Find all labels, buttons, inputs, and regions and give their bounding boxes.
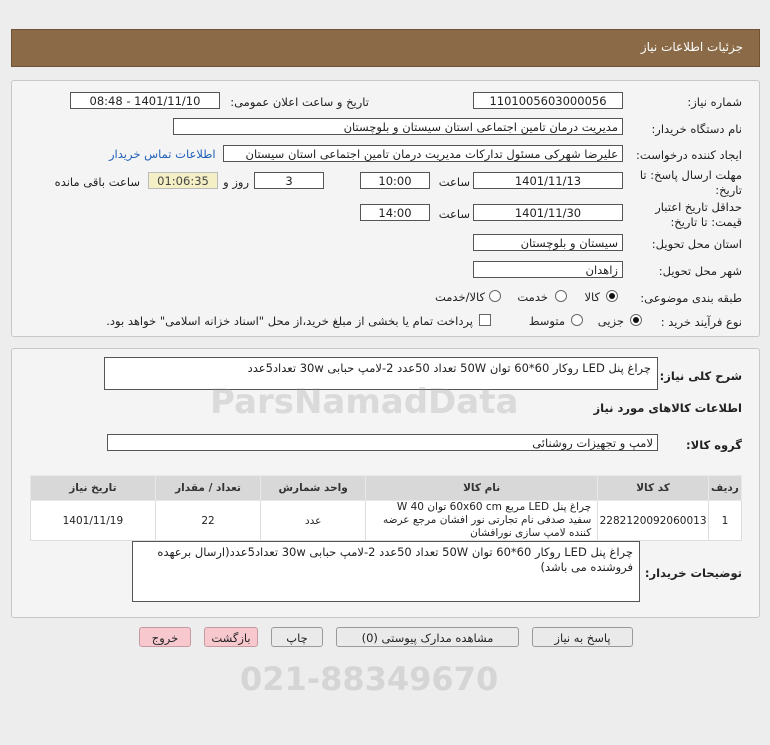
col-unit: واحد شمارش xyxy=(261,476,366,501)
items-table-header xyxy=(31,476,742,501)
watermark-brand: ParsNamadData xyxy=(210,382,519,422)
group-field: لامپ و تجهیزات روشنائی xyxy=(107,434,658,451)
page-title: جزئیات اطلاعات نیاز xyxy=(640,40,743,54)
validity-date-field: 1401/11/30 xyxy=(473,204,623,221)
items-title: اطلاعات کالاهای مورد نیاز xyxy=(593,401,742,415)
print-button[interactable]: چاپ xyxy=(271,627,323,647)
days-field: 3 xyxy=(254,172,324,189)
col-date: تاریخ نیاز xyxy=(31,476,156,501)
process-radio-minor[interactable] xyxy=(630,314,642,326)
treasury-checkbox[interactable] xyxy=(479,314,491,326)
deadline-label-line1: مهلت ارسال پاسخ: تا xyxy=(639,168,742,182)
category-option-goods-service: کالا/خدمت xyxy=(434,290,485,304)
page-header xyxy=(11,29,760,67)
category-option-goods: کالا xyxy=(584,290,600,304)
cell-code: 2282120092060013 xyxy=(598,501,709,541)
process-label: نوع فرآیند خرید : xyxy=(660,315,742,329)
group-label: گروه کالا: xyxy=(686,438,742,452)
col-row: ردیف xyxy=(708,476,741,501)
validity-time-label: ساعت xyxy=(438,207,470,221)
province-label: استان محل تحویل: xyxy=(651,237,742,251)
payment-note: پرداخت تمام یا بخشی از مبلغ خرید،از محل "اسناد خزانه اسلامی" خواهد بود. xyxy=(106,314,473,328)
announce-field: 1401/11/10 - 08:48 xyxy=(70,92,220,109)
contact-buyer-link[interactable]: اطلاعات تماس خریدار xyxy=(109,147,216,161)
validity-label-line1: حداقل تاریخ اعتبار xyxy=(655,200,742,214)
reply-button[interactable]: پاسخ به نیاز xyxy=(532,627,633,647)
deadline-time-label: ساعت xyxy=(438,175,470,189)
watermark-phone: 021-88349670 xyxy=(240,660,499,698)
col-qty: تعداد / مقدار xyxy=(155,476,261,501)
validity-time-field: 14:00 xyxy=(360,204,430,221)
summary-field: چراغ پنل LED روکار 60*60 توان 50W تعداد 50عدد 2-لامپ حبابی 30w تعداد5عدد xyxy=(104,357,658,390)
process-option-medium: متوسط xyxy=(528,314,565,328)
buyer-label: نام دستگاه خریدار: xyxy=(651,122,742,136)
col-name: نام کالا xyxy=(365,476,597,501)
cell-unit: عدد xyxy=(261,501,366,541)
category-radio-goods-service[interactable] xyxy=(489,290,501,302)
category-radio-service[interactable] xyxy=(555,290,567,302)
announce-label: تاریخ و ساعت اعلان عمومی: xyxy=(230,95,369,109)
items-table xyxy=(30,475,742,541)
creator-field: علیرضا شهرکی مسئول تدارکات مدیریت درمان تامین اجتماعی استان سیستان xyxy=(223,145,623,162)
cell-date: 1401/11/19 xyxy=(31,501,156,541)
days-label: روز و xyxy=(223,175,249,189)
deadline-time-field: 10:00 xyxy=(360,172,430,189)
exit-button[interactable]: خروج xyxy=(139,627,191,647)
deadline-date-field: 1401/11/13 xyxy=(473,172,623,189)
cell-row: 1 xyxy=(708,501,741,541)
remaining-label: ساعت باقی مانده xyxy=(54,175,140,189)
col-code: کد کالا xyxy=(598,476,709,501)
process-radio-medium[interactable] xyxy=(571,314,583,326)
category-option-service: خدمت xyxy=(517,290,548,304)
summary-label: شرح کلی نیاز: xyxy=(659,369,742,383)
buyer-field: مدیریت درمان تامین اجتماعی استان سیستان و بلوچستان xyxy=(173,118,623,135)
creator-label: ایجاد کننده درخواست: xyxy=(636,148,742,162)
cell-qty: 22 xyxy=(155,501,261,541)
deadline-label-line2: تاریخ: xyxy=(715,183,742,197)
city-label: شهر محل تحویل: xyxy=(658,264,742,278)
back-button[interactable]: بازگشت xyxy=(204,627,258,647)
attachments-button[interactable]: مشاهده مدارک پیوستی (0) xyxy=(336,627,519,647)
province-field: سیستان و بلوچستان xyxy=(473,234,623,251)
need-number-label: شماره نیاز: xyxy=(687,95,742,109)
buyer-notes-label: توضیحات خریدار: xyxy=(644,566,742,580)
category-radio-goods[interactable] xyxy=(606,290,618,302)
category-label: طبقه بندی موضوعی: xyxy=(640,291,742,305)
table-row xyxy=(31,501,742,541)
remaining-time-field: 01:06:35 xyxy=(148,172,218,189)
buyer-notes-field: چراغ پنل LED روکار 60*60 توان 50W تعداد 50عدد 2-لامپ حبابی 30w تعداد5عدد(ارسال برعهده فروشنده می باشد) xyxy=(132,541,640,602)
process-option-minor: جزیی xyxy=(597,314,624,328)
cell-name: چراغ پنل LED مربع 60x60 cm توان W 40 سفید صدفی نام تجارتی نور افشان مرجع عرضه کننده لامپ سازی نورافشان xyxy=(365,501,597,541)
city-field: زاهدان xyxy=(473,261,623,278)
validity-label xyxy=(655,200,742,230)
deadline-label xyxy=(640,168,742,198)
need-number-field: 1101005603000056 xyxy=(473,92,623,109)
validity-label-line2: قیمت: تا تاریخ: xyxy=(670,215,742,229)
